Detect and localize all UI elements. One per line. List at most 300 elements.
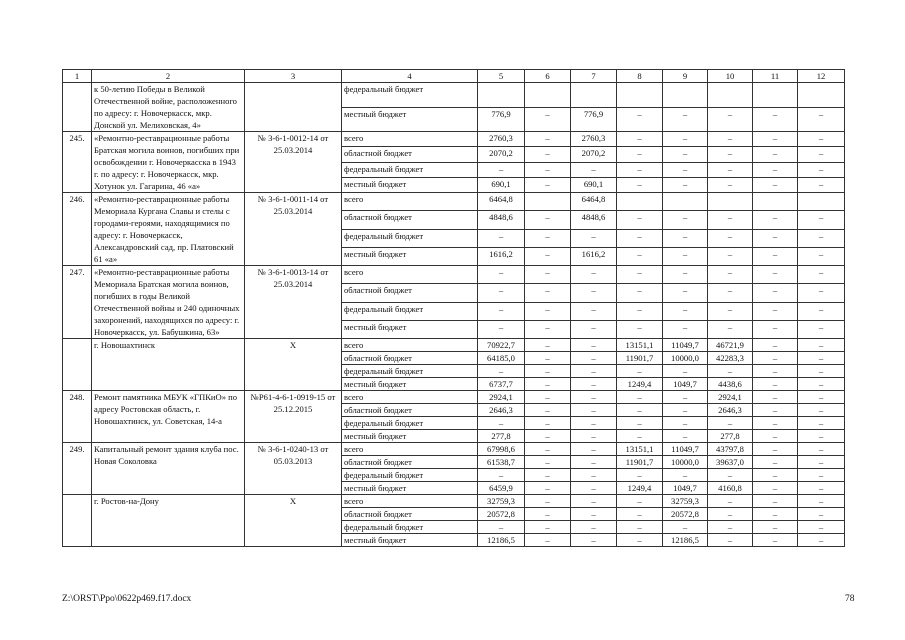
- document-reference: Х: [245, 495, 342, 547]
- value-cell: 6464,8: [571, 193, 617, 211]
- value-cell: –: [708, 495, 753, 508]
- budget-source-label: всего: [342, 443, 478, 456]
- value-cell: 1249,4: [617, 482, 663, 495]
- object-name: «Ремонтно-реставрационные работы Братская могила воинов, погибших при освобождении г. Новочеркасска в 1943 г. по адресу: г. Новочеркасск, мкр. Хотунок ул. Гагарина, 46 «а»: [92, 132, 245, 193]
- value-cell: –: [525, 132, 571, 147]
- value-cell: 70922,7: [478, 339, 525, 352]
- value-cell: –: [617, 302, 663, 320]
- value-cell: –: [753, 339, 798, 352]
- item-number: 249.: [63, 443, 92, 495]
- value-cell: –: [708, 469, 753, 482]
- value-cell: –: [798, 482, 845, 495]
- value-cell: –: [798, 417, 845, 430]
- value-cell: –: [798, 320, 845, 338]
- value-cell: –: [617, 320, 663, 338]
- budget-source-label: местный бюджет: [342, 482, 478, 495]
- budget-source-label: местный бюджет: [342, 534, 478, 547]
- value-cell: –: [525, 482, 571, 495]
- value-cell: –: [617, 417, 663, 430]
- value-cell: –: [571, 162, 617, 177]
- value-cell: –: [798, 162, 845, 177]
- value-cell: –: [571, 339, 617, 352]
- value-cell: –: [478, 302, 525, 320]
- value-cell: –: [753, 391, 798, 404]
- value-cell: –: [798, 132, 845, 147]
- value-cell: –: [571, 508, 617, 521]
- value-cell: –: [663, 404, 708, 417]
- value-cell: –: [753, 132, 798, 147]
- value-cell: –: [571, 443, 617, 456]
- value-cell: –: [617, 284, 663, 302]
- value-cell: –: [663, 469, 708, 482]
- budget-source-label: всего: [342, 391, 478, 404]
- value-cell: –: [478, 417, 525, 430]
- object-name: к 50-летию Победы в Великой Отечественной войне, расположенного по адресу: г. Новочеркасск, мкр. Донской ул. Мелиховская, 4»: [92, 83, 245, 132]
- value-cell: –: [571, 495, 617, 508]
- item-number: 247.: [63, 266, 92, 339]
- value-cell: –: [798, 469, 845, 482]
- value-cell: –: [708, 162, 753, 177]
- value-cell: –: [663, 266, 708, 284]
- value-cell: 277,8: [708, 430, 753, 443]
- value-cell: –: [753, 469, 798, 482]
- budget-source-label: местный бюджет: [342, 247, 478, 265]
- budget-source-label: федеральный бюджет: [342, 229, 478, 247]
- value-cell: 2070,2: [571, 147, 617, 162]
- value-cell: –: [571, 352, 617, 365]
- value-cell: –: [798, 391, 845, 404]
- document-reference: № 3-6-1-0011-14 от 25.03.2014: [245, 193, 342, 266]
- value-cell: –: [478, 229, 525, 247]
- value-cell: –: [753, 365, 798, 378]
- value-cell: –: [753, 177, 798, 192]
- budget-source-label: всего: [342, 266, 478, 284]
- value-cell: –: [663, 229, 708, 247]
- header-cell: 9: [663, 70, 708, 83]
- budget-source-label: всего: [342, 339, 478, 352]
- value-cell: 690,1: [571, 177, 617, 192]
- header-cell: 1: [63, 70, 92, 83]
- value-cell: [753, 83, 798, 108]
- item-number: [63, 339, 92, 391]
- value-cell: –: [753, 417, 798, 430]
- value-cell: –: [753, 352, 798, 365]
- document-reference: № 3-6-1-0013-14 от 25.03.2014: [245, 266, 342, 339]
- value-cell: –: [753, 521, 798, 534]
- value-cell: –: [753, 229, 798, 247]
- value-cell: 4848,6: [571, 211, 617, 229]
- budget-source-label: местный бюджет: [342, 177, 478, 192]
- value-cell: –: [798, 352, 845, 365]
- value-cell: –: [708, 147, 753, 162]
- value-cell: –: [798, 456, 845, 469]
- value-cell: –: [617, 107, 663, 132]
- value-cell: 13151,1: [617, 339, 663, 352]
- value-cell: [663, 193, 708, 211]
- object-name: «Ремонтно-реставрационные работы Мемориала Братская могила воинов, погибших в годы Великой Отечественной войны и 240 одиночных захоронений, находящихся по адресу: г. Новочеркасск, ул. Бабушкина, 63»: [92, 266, 245, 339]
- value-cell: –: [525, 534, 571, 547]
- value-cell: –: [525, 495, 571, 508]
- value-cell: –: [617, 266, 663, 284]
- value-cell: [617, 193, 663, 211]
- value-cell: 46721,9: [708, 339, 753, 352]
- value-cell: –: [617, 404, 663, 417]
- budget-table: [62, 69, 845, 547]
- item-number: 245.: [63, 132, 92, 193]
- value-cell: –: [571, 391, 617, 404]
- value-cell: 11901,7: [617, 456, 663, 469]
- header-cell: 12: [798, 70, 845, 83]
- value-cell: –: [798, 378, 845, 391]
- value-cell: –: [525, 177, 571, 192]
- value-cell: –: [753, 302, 798, 320]
- value-cell: –: [617, 162, 663, 177]
- value-cell: –: [571, 302, 617, 320]
- value-cell: 39637,0: [708, 456, 753, 469]
- value-cell: –: [478, 162, 525, 177]
- value-cell: 1249,4: [617, 378, 663, 391]
- value-cell: –: [571, 266, 617, 284]
- value-cell: –: [708, 320, 753, 338]
- header-cell: 5: [478, 70, 525, 83]
- value-cell: –: [617, 247, 663, 265]
- value-cell: –: [708, 302, 753, 320]
- value-cell: 1049,7: [663, 482, 708, 495]
- value-cell: –: [663, 211, 708, 229]
- value-cell: [571, 83, 617, 108]
- value-cell: 2760,3: [478, 132, 525, 147]
- value-cell: –: [571, 404, 617, 417]
- value-cell: –: [525, 508, 571, 521]
- budget-source-label: федеральный бюджет: [342, 365, 478, 378]
- value-cell: 2646,3: [708, 404, 753, 417]
- budget-source-label: областной бюджет: [342, 352, 478, 365]
- header-cell: 6: [525, 70, 571, 83]
- value-cell: [525, 83, 571, 108]
- value-cell: –: [798, 229, 845, 247]
- value-cell: –: [798, 430, 845, 443]
- value-cell: 11049,7: [663, 443, 708, 456]
- object-name: Ремонт памятника МБУК «ГПКиО» по адресу Ростовская область, г. Новошахтинск, ул. Советская, 14-а: [92, 391, 245, 443]
- value-cell: –: [617, 177, 663, 192]
- value-cell: –: [753, 456, 798, 469]
- value-cell: 10000,0: [663, 456, 708, 469]
- value-cell: –: [525, 211, 571, 229]
- value-cell: –: [617, 147, 663, 162]
- value-cell: –: [663, 430, 708, 443]
- value-cell: –: [617, 521, 663, 534]
- value-cell: –: [708, 229, 753, 247]
- value-cell: 2760,3: [571, 132, 617, 147]
- value-cell: 2924,1: [708, 391, 753, 404]
- value-cell: –: [798, 508, 845, 521]
- value-cell: –: [663, 162, 708, 177]
- table-body: [63, 70, 845, 547]
- document-reference: [245, 83, 342, 132]
- value-cell: 42283,3: [708, 352, 753, 365]
- value-cell: 2924,1: [478, 391, 525, 404]
- table-row: [63, 266, 845, 284]
- budget-source-label: областной бюджет: [342, 284, 478, 302]
- value-cell: 4160,8: [708, 482, 753, 495]
- document-reference: № 3-6-1-0012-14 от 25.03.2014: [245, 132, 342, 193]
- value-cell: –: [571, 430, 617, 443]
- value-cell: –: [753, 378, 798, 391]
- value-cell: –: [753, 443, 798, 456]
- value-cell: –: [798, 107, 845, 132]
- table-row: [63, 132, 845, 147]
- value-cell: –: [708, 211, 753, 229]
- budget-source-label: областной бюджет: [342, 404, 478, 417]
- value-cell: 2646,3: [478, 404, 525, 417]
- value-cell: 690,1: [478, 177, 525, 192]
- value-cell: –: [617, 495, 663, 508]
- value-cell: –: [571, 469, 617, 482]
- value-cell: –: [753, 320, 798, 338]
- value-cell: –: [617, 229, 663, 247]
- value-cell: –: [798, 443, 845, 456]
- value-cell: –: [525, 107, 571, 132]
- value-cell: –: [525, 147, 571, 162]
- value-cell: –: [617, 132, 663, 147]
- budget-source-label: областной бюджет: [342, 211, 478, 229]
- value-cell: –: [708, 132, 753, 147]
- budget-source-label: местный бюджет: [342, 430, 478, 443]
- value-cell: 11049,7: [663, 339, 708, 352]
- header-cell: 3: [245, 70, 342, 83]
- budget-source-label: областной бюджет: [342, 456, 478, 469]
- table-row: [63, 391, 845, 404]
- value-cell: –: [753, 284, 798, 302]
- value-cell: –: [798, 266, 845, 284]
- header-cell: 11: [753, 70, 798, 83]
- budget-source-label: местный бюджет: [342, 378, 478, 391]
- value-cell: –: [663, 132, 708, 147]
- value-cell: –: [798, 404, 845, 417]
- value-cell: –: [525, 417, 571, 430]
- value-cell: –: [663, 320, 708, 338]
- item-number: 248.: [63, 391, 92, 443]
- value-cell: –: [525, 456, 571, 469]
- value-cell: –: [525, 404, 571, 417]
- value-cell: –: [798, 365, 845, 378]
- value-cell: –: [525, 320, 571, 338]
- value-cell: –: [798, 302, 845, 320]
- value-cell: –: [798, 247, 845, 265]
- value-cell: –: [708, 417, 753, 430]
- value-cell: –: [753, 495, 798, 508]
- value-cell: –: [617, 430, 663, 443]
- value-cell: –: [753, 430, 798, 443]
- value-cell: –: [571, 521, 617, 534]
- budget-source-label: федеральный бюджет: [342, 162, 478, 177]
- value-cell: –: [571, 229, 617, 247]
- value-cell: [798, 83, 845, 108]
- value-cell: –: [708, 266, 753, 284]
- value-cell: –: [617, 469, 663, 482]
- value-cell: –: [663, 521, 708, 534]
- value-cell: –: [753, 482, 798, 495]
- object-name: «Ремонтно-реставрационные работы Мемориала Кургана Славы и стелы с городами-героями, находящимися по адресу: г. Новочеркасск, Александровский сад, пр. Платовский 61 «а»: [92, 193, 245, 266]
- value-cell: –: [663, 365, 708, 378]
- value-cell: –: [663, 417, 708, 430]
- document-reference: Х: [245, 339, 342, 391]
- value-cell: –: [571, 534, 617, 547]
- budget-source-label: всего: [342, 495, 478, 508]
- value-cell: 6464,8: [478, 193, 525, 211]
- value-cell: –: [571, 456, 617, 469]
- value-cell: –: [525, 469, 571, 482]
- value-cell: 67998,6: [478, 443, 525, 456]
- value-cell: 13151,1: [617, 443, 663, 456]
- value-cell: –: [708, 365, 753, 378]
- value-cell: 6459,9: [478, 482, 525, 495]
- budget-source-label: федеральный бюджет: [342, 302, 478, 320]
- value-cell: [663, 83, 708, 108]
- value-cell: 12186,5: [478, 534, 525, 547]
- value-cell: [525, 193, 571, 211]
- budget-source-label: местный бюджет: [342, 107, 478, 132]
- value-cell: –: [571, 417, 617, 430]
- value-cell: –: [798, 211, 845, 229]
- value-cell: 20572,8: [478, 508, 525, 521]
- value-cell: –: [617, 365, 663, 378]
- value-cell: –: [753, 404, 798, 417]
- value-cell: 1616,2: [571, 247, 617, 265]
- value-cell: –: [798, 495, 845, 508]
- budget-source-label: областной бюджет: [342, 147, 478, 162]
- document-reference: №Р61-4-6-1-0919-15 от 25.12.2015: [245, 391, 342, 443]
- value-cell: –: [525, 339, 571, 352]
- value-cell: 12186,5: [663, 534, 708, 547]
- value-cell: –: [525, 284, 571, 302]
- header-cell: 7: [571, 70, 617, 83]
- value-cell: –: [525, 247, 571, 265]
- value-cell: –: [571, 482, 617, 495]
- value-cell: 2070,2: [478, 147, 525, 162]
- table-row: [63, 443, 845, 456]
- budget-source-label: федеральный бюджет: [342, 521, 478, 534]
- value-cell: –: [663, 107, 708, 132]
- value-cell: [708, 83, 753, 108]
- value-cell: –: [663, 177, 708, 192]
- value-cell: –: [478, 266, 525, 284]
- value-cell: 61538,7: [478, 456, 525, 469]
- budget-source-label: федеральный бюджет: [342, 417, 478, 430]
- header-cell: 8: [617, 70, 663, 83]
- value-cell: –: [663, 302, 708, 320]
- value-cell: –: [571, 320, 617, 338]
- value-cell: –: [708, 534, 753, 547]
- table-row: [63, 193, 845, 211]
- value-cell: –: [753, 211, 798, 229]
- value-cell: –: [798, 521, 845, 534]
- budget-source-label: областной бюджет: [342, 508, 478, 521]
- budget-source-label: федеральный бюджет: [342, 469, 478, 482]
- value-cell: –: [525, 352, 571, 365]
- object-name: Капитальный ремонт здания клуба пос. Новая Соколовка: [92, 443, 245, 495]
- value-cell: –: [708, 107, 753, 132]
- value-cell: –: [571, 365, 617, 378]
- value-cell: 6737,7: [478, 378, 525, 391]
- value-cell: [617, 83, 663, 108]
- value-cell: [478, 83, 525, 108]
- value-cell: –: [753, 162, 798, 177]
- header-cell: 10: [708, 70, 753, 83]
- value-cell: 4848,6: [478, 211, 525, 229]
- value-cell: 43797,8: [708, 443, 753, 456]
- value-cell: –: [708, 284, 753, 302]
- value-cell: 776,9: [478, 107, 525, 132]
- item-number: 246.: [63, 193, 92, 266]
- table-row: [63, 495, 845, 508]
- item-number: [63, 83, 92, 132]
- value-cell: 64185,0: [478, 352, 525, 365]
- value-cell: –: [525, 378, 571, 391]
- document-reference: № 3-6-1-0240-13 от 05.03.2013: [245, 443, 342, 495]
- value-cell: –: [753, 508, 798, 521]
- value-cell: –: [525, 302, 571, 320]
- header-cell: 2: [92, 70, 245, 83]
- value-cell: –: [571, 378, 617, 391]
- value-cell: 11901,7: [617, 352, 663, 365]
- budget-source-label: местный бюджет: [342, 320, 478, 338]
- budget-source-label: всего: [342, 193, 478, 211]
- value-cell: 32759,3: [478, 495, 525, 508]
- footer-page-number: 78: [845, 594, 855, 604]
- value-cell: –: [798, 534, 845, 547]
- value-cell: –: [753, 534, 798, 547]
- value-cell: –: [617, 508, 663, 521]
- value-cell: –: [708, 247, 753, 265]
- value-cell: –: [617, 391, 663, 404]
- value-cell: –: [525, 229, 571, 247]
- value-cell: –: [525, 266, 571, 284]
- object-name: г. Ростов-на-Дону: [92, 495, 245, 547]
- value-cell: 20572,8: [663, 508, 708, 521]
- value-cell: –: [478, 521, 525, 534]
- value-cell: –: [525, 521, 571, 534]
- value-cell: 10000,0: [663, 352, 708, 365]
- value-cell: [798, 193, 845, 211]
- value-cell: –: [798, 147, 845, 162]
- value-cell: –: [708, 521, 753, 534]
- value-cell: –: [478, 365, 525, 378]
- object-name: г. Новошахтинск: [92, 339, 245, 391]
- budget-source-label: всего: [342, 132, 478, 147]
- value-cell: –: [798, 339, 845, 352]
- value-cell: –: [753, 107, 798, 132]
- table-row: [63, 83, 845, 108]
- value-cell: –: [753, 247, 798, 265]
- header-cell: 4: [342, 70, 478, 83]
- table-row: [63, 339, 845, 352]
- value-cell: –: [753, 147, 798, 162]
- value-cell: –: [525, 430, 571, 443]
- value-cell: –: [708, 508, 753, 521]
- item-number: [63, 495, 92, 547]
- value-cell: –: [753, 266, 798, 284]
- value-cell: –: [663, 391, 708, 404]
- value-cell: –: [663, 247, 708, 265]
- value-cell: –: [478, 320, 525, 338]
- value-cell: 4438,6: [708, 378, 753, 391]
- header-row: [63, 70, 845, 83]
- value-cell: –: [617, 211, 663, 229]
- value-cell: –: [478, 469, 525, 482]
- value-cell: –: [525, 391, 571, 404]
- value-cell: –: [617, 534, 663, 547]
